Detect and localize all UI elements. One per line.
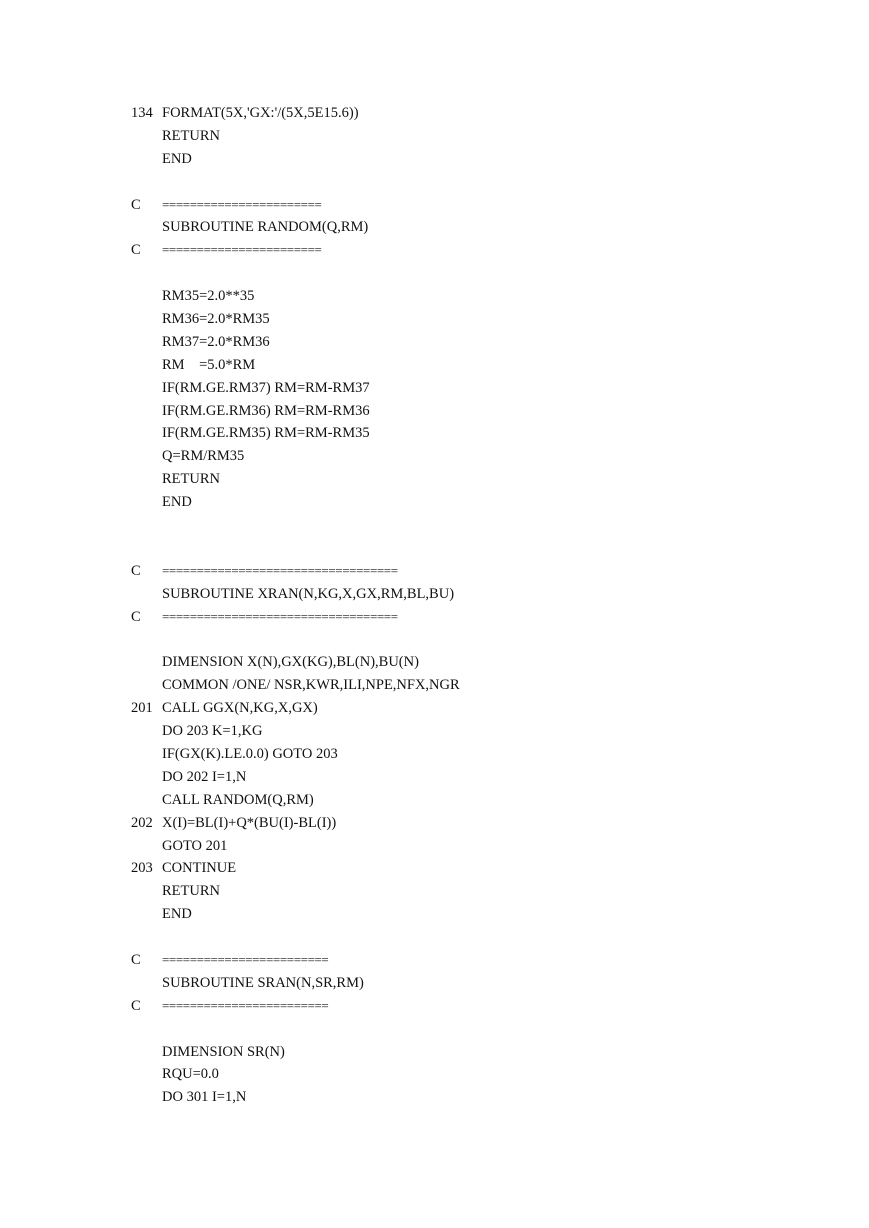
code-text: IF(RM.GE.RM35) RM=RM-RM35 xyxy=(162,425,370,442)
code-text: RM =5.0*RM xyxy=(162,356,256,373)
code-line xyxy=(131,815,831,838)
comment-separator-line xyxy=(131,563,831,586)
code-line xyxy=(131,723,831,746)
code-text: RETURN xyxy=(162,127,220,144)
code-line xyxy=(131,586,831,609)
code-text: COMMON /ONE/ NSR,KWR,ILI,NPE,NFX,NGR xyxy=(162,677,460,694)
code-text: SUBROUTINE RANDOM(Q,RM) xyxy=(162,219,369,236)
statement-label: 202 xyxy=(131,814,153,831)
code-line xyxy=(131,494,831,517)
blank-line xyxy=(131,540,831,563)
code-text: FORMAT(5X,'GX:'/(5X,5E15.6)) xyxy=(162,105,359,121)
code-line xyxy=(131,1066,831,1089)
code-line xyxy=(131,1089,831,1112)
fortran-code-listing xyxy=(131,105,831,1112)
code-text: DO 202 I=1,N xyxy=(162,768,247,785)
comment-separator-line xyxy=(131,998,831,1021)
code-line xyxy=(131,975,831,998)
code-line xyxy=(131,448,831,471)
code-line xyxy=(131,700,831,723)
comment-separator-line xyxy=(131,242,831,265)
code-text: RM37=2.0*RM36 xyxy=(162,333,270,350)
code-line xyxy=(131,403,831,426)
comment-marker: C xyxy=(131,608,141,625)
code-text: IF(RM.GE.RM36) RM=RM-RM36 xyxy=(162,402,370,419)
code-text: RM36=2.0*RM35 xyxy=(162,311,270,328)
code-line xyxy=(131,288,831,311)
separator-text: ================================== xyxy=(162,608,398,624)
separator-text: ======================== xyxy=(162,997,329,1013)
code-text: DO 301 I=1,N xyxy=(162,1089,247,1106)
blank-line xyxy=(131,517,831,540)
code-text: RM35=2.0**35 xyxy=(162,288,255,305)
code-text: IF(GX(K).LE.0.0) GOTO 203 xyxy=(162,745,338,762)
comment-marker: C xyxy=(131,242,141,259)
code-text: DIMENSION X(N),GX(KG),BL(N),BU(N) xyxy=(162,654,419,671)
code-line xyxy=(131,425,831,448)
code-line xyxy=(131,792,831,815)
code-text: GOTO 201 xyxy=(162,837,228,854)
separator-text: ======================== xyxy=(162,951,329,967)
code-line xyxy=(131,105,831,128)
blank-line xyxy=(131,631,831,654)
code-text: RETURN xyxy=(162,883,220,900)
code-text: END xyxy=(162,906,192,923)
blank-line xyxy=(131,929,831,952)
code-line xyxy=(131,860,831,883)
code-text: END xyxy=(162,150,192,167)
code-line xyxy=(131,219,831,242)
code-line xyxy=(131,471,831,494)
code-line xyxy=(131,838,831,861)
code-line xyxy=(131,357,831,380)
statement-label: 134 xyxy=(131,105,153,121)
code-text: RQU=0.0 xyxy=(162,1066,219,1083)
code-text: DIMENSION SR(N) xyxy=(162,1043,285,1060)
code-line xyxy=(131,769,831,792)
blank-line xyxy=(131,1021,831,1044)
code-text: CALL RANDOM(Q,RM) xyxy=(162,791,314,808)
code-line xyxy=(131,654,831,677)
comment-marker: C xyxy=(131,951,141,968)
code-text: SUBROUTINE XRAN(N,KG,X,GX,RM,BL,BU) xyxy=(162,585,455,602)
comment-separator-line xyxy=(131,197,831,220)
code-text: DO 203 K=1,KG xyxy=(162,723,263,740)
code-line xyxy=(131,906,831,929)
code-text: IF(RM.GE.RM37) RM=RM-RM37 xyxy=(162,379,370,396)
comment-marker: C xyxy=(131,196,141,213)
blank-line xyxy=(131,174,831,197)
code-line xyxy=(131,746,831,769)
blank-line xyxy=(131,265,831,288)
comment-separator-line xyxy=(131,952,831,975)
comment-marker: C xyxy=(131,562,141,579)
code-text: X(I)=BL(I)+Q*(BU(I)-BL(I)) xyxy=(162,814,337,831)
code-text: CALL GGX(N,KG,X,GX) xyxy=(162,700,318,717)
separator-text: ======================= xyxy=(162,242,322,258)
code-line xyxy=(131,380,831,403)
separator-text: ================================== xyxy=(162,562,398,578)
code-text: END xyxy=(162,494,192,511)
separator-text: ======================= xyxy=(162,196,322,212)
code-text: RETURN xyxy=(162,471,220,488)
code-text: SUBROUTINE SRAN(N,SR,RM) xyxy=(162,974,364,991)
code-line xyxy=(131,334,831,357)
statement-label: 203 xyxy=(131,860,153,877)
code-line xyxy=(131,1044,831,1067)
comment-marker: C xyxy=(131,997,141,1014)
code-line xyxy=(131,883,831,906)
comment-separator-line xyxy=(131,609,831,632)
code-text: CONTINUE xyxy=(162,860,237,877)
code-line xyxy=(131,311,831,334)
code-line xyxy=(131,128,831,151)
code-line xyxy=(131,151,831,174)
code-line xyxy=(131,677,831,700)
code-text: Q=RM/RM35 xyxy=(162,448,245,465)
statement-label: 201 xyxy=(131,700,153,717)
